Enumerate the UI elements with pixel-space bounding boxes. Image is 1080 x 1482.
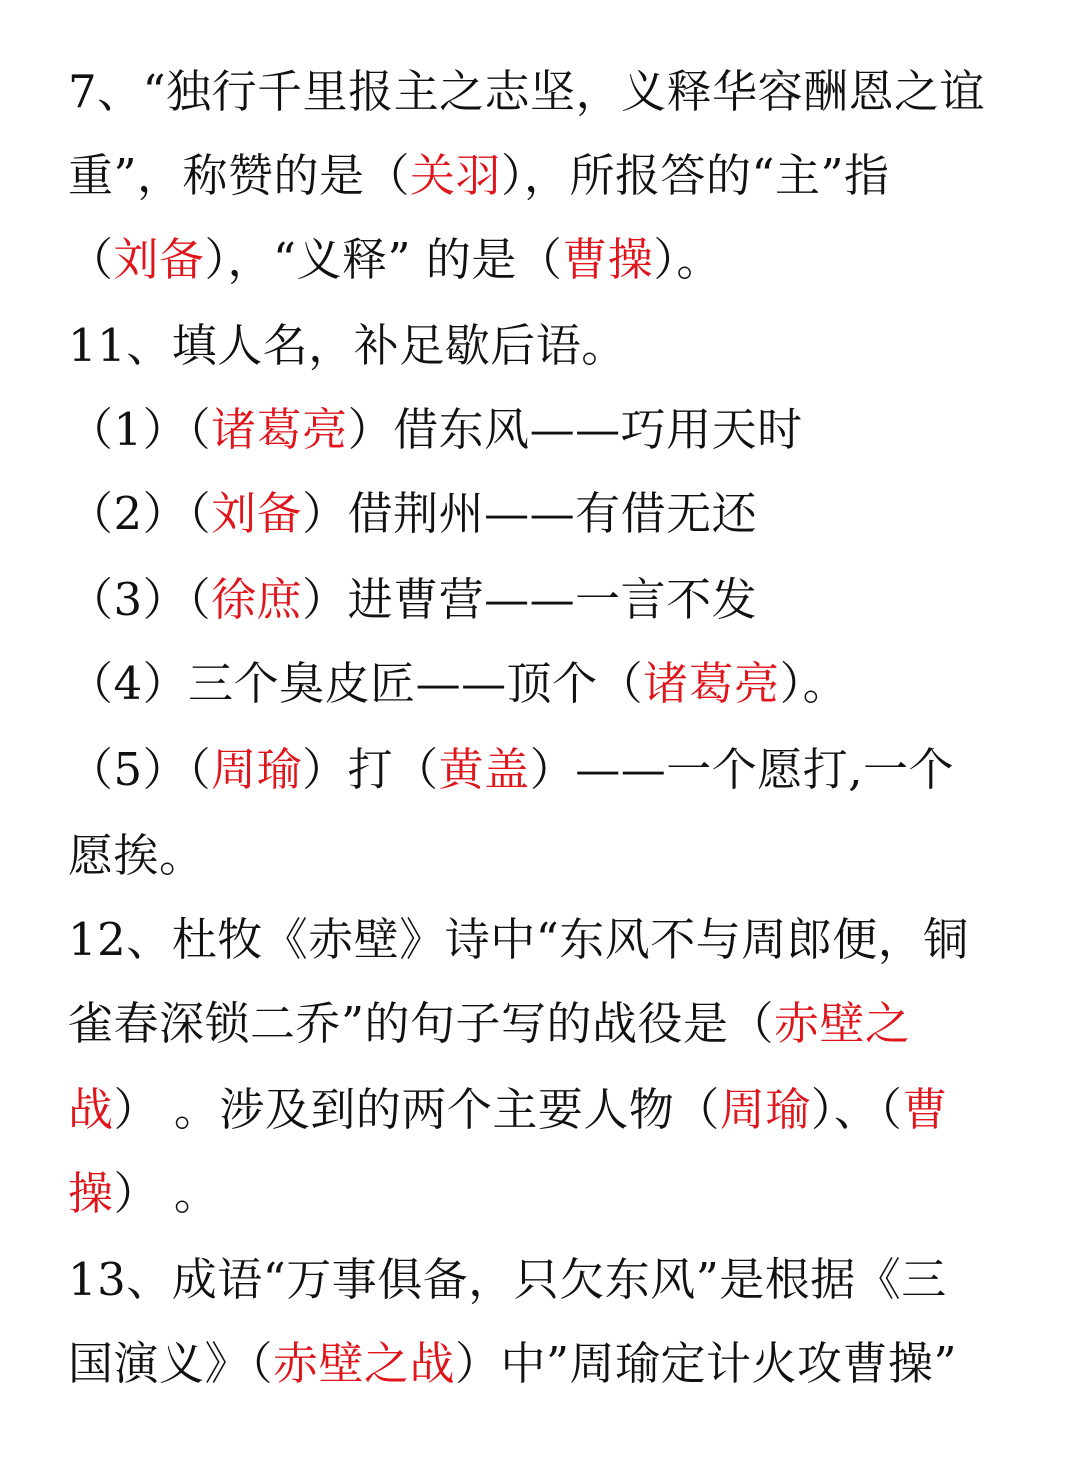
q11-text: ）借东风——巧用天时 — [347, 403, 803, 456]
q7-text: ），“义释” 的是（ — [204, 233, 563, 286]
q12-text: ） 。涉及到的两个主要人物（ — [113, 1083, 720, 1136]
q13-line-1 — [68, 1250, 947, 1310]
q11-text: （4）三个臭皮匠——顶个（ — [68, 657, 644, 710]
q11-title — [68, 316, 627, 376]
answer-text: 赤壁之 — [774, 997, 911, 1050]
q12-text: 雀春深锁二乔”的句子写的战役是（ — [68, 997, 775, 1050]
q11-item-3 — [68, 570, 757, 630]
q11-item-4 — [68, 654, 848, 714]
answer-text: 刘备 — [211, 487, 303, 540]
q13-text: 13、成语“万事俱备，只欠东风”是根据《三 — [68, 1253, 947, 1306]
answer-text: 刘备 — [113, 233, 205, 286]
q11-item-5 — [68, 740, 954, 800]
q7-line-3 — [68, 230, 722, 290]
answer-text: 徐庶 — [211, 573, 303, 626]
q11-text: （2）（ — [68, 487, 212, 540]
q7-line-1 — [68, 62, 985, 122]
q7-line-2 — [68, 146, 890, 206]
q11-item-5-cont — [68, 826, 205, 886]
q7-text: 重”，称赞的是（ — [68, 149, 411, 202]
q13-text: ）中”周瑜定计火攻曹操” — [455, 1337, 958, 1390]
answer-text: 战 — [68, 1083, 114, 1136]
q11-item-2 — [68, 484, 757, 544]
q11-text: ）。 — [779, 657, 849, 710]
answer-text: 赤壁之战 — [273, 1337, 456, 1390]
q11-text: ）——一个愿打,一个 — [529, 743, 954, 796]
answer-text: 关羽 — [410, 149, 502, 202]
q12-line-2 — [68, 994, 911, 1054]
answer-text: 曹操 — [562, 233, 654, 286]
q13-text: 国演义》（ — [68, 1337, 274, 1390]
q12-line-3 — [68, 1080, 948, 1140]
q11-item-1 — [68, 400, 803, 460]
q11-text: 11、填人名，补足歇后语。 — [68, 319, 627, 372]
q7-text: ），所报答的“主”指 — [501, 149, 890, 202]
q7-text: ）。 — [653, 233, 722, 286]
answer-text: 操 — [68, 1167, 114, 1220]
q12-text: 12、杜牧《赤壁》诗中“东风不与周郎便，铜 — [68, 913, 969, 966]
answer-text: 诸葛亮 — [211, 403, 348, 456]
q12-line-4 — [68, 1164, 219, 1224]
answer-text: 曹 — [902, 1083, 948, 1136]
q11-text: ）进曹营——一言不发 — [302, 573, 758, 626]
answer-text: 周瑜 — [719, 1083, 811, 1136]
q11-text: （5）（ — [68, 743, 212, 796]
q11-text: ）借荆州——有借无还 — [302, 487, 758, 540]
q11-text: 愿挨。 — [68, 829, 205, 882]
answer-text: 黄盖 — [438, 743, 530, 796]
answer-text: 周瑜 — [211, 743, 303, 796]
q7-text: （ — [68, 233, 114, 286]
q12-text: ） 。 — [113, 1167, 220, 1220]
q13-line-2 — [68, 1334, 957, 1394]
q11-text: （3）（ — [68, 573, 212, 626]
q7-text: 7、“独行千里报主之志坚，义释华容酬恩之谊 — [68, 65, 986, 118]
answer-text: 诸葛亮 — [643, 657, 780, 710]
q11-text: ）打（ — [302, 743, 439, 796]
q12-line-1 — [68, 910, 969, 970]
q11-text: （1）（ — [68, 403, 212, 456]
q12-text: ）、（ — [810, 1083, 903, 1136]
